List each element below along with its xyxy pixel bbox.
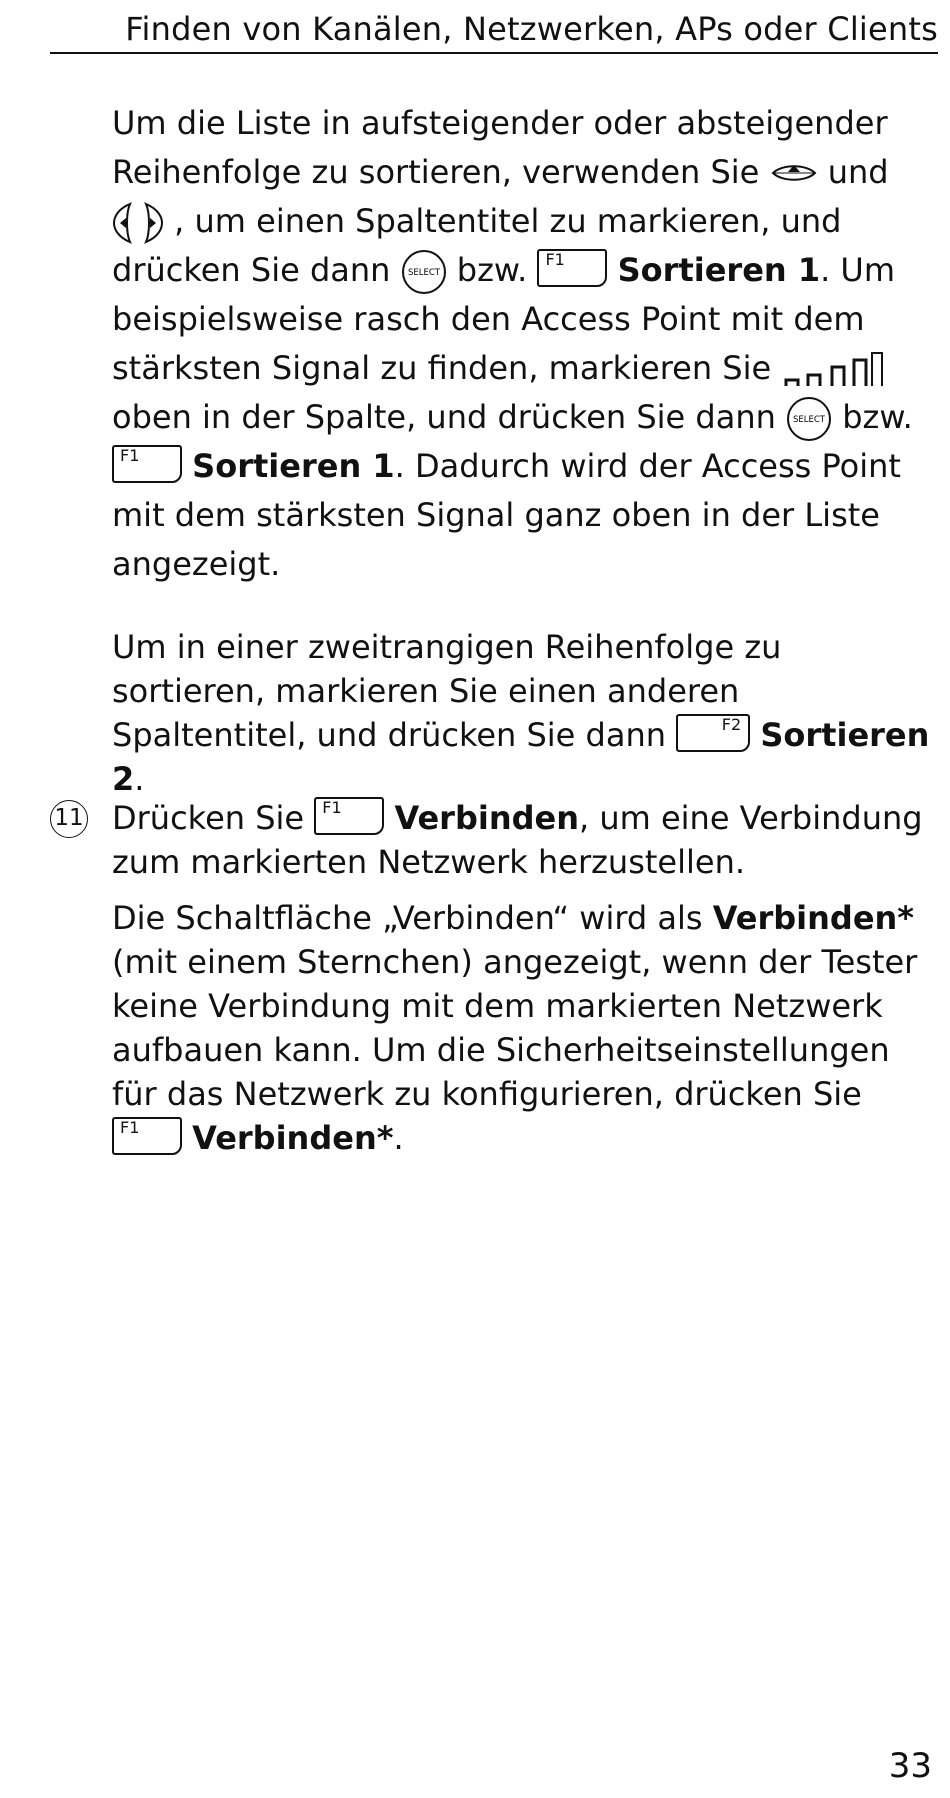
- bold-term: Verbinden: [394, 799, 579, 837]
- select-button-icon: [401, 249, 447, 295]
- f1-key-label: F1: [120, 1118, 140, 1137]
- up-down-arrow-icon: [770, 161, 818, 187]
- paragraph-connect-note: [112, 896, 932, 1160]
- header-title: Finden von Kanälen, Netzwerken, APs oder Clients: [125, 10, 938, 48]
- text: bzw.: [842, 398, 913, 436]
- bold-term: Verbinden*: [712, 899, 915, 937]
- bold-term: Sortieren 1: [192, 447, 395, 485]
- bold-term: Sortieren 2: [112, 716, 930, 798]
- bold-term: Sortieren 1: [617, 251, 821, 289]
- text: .: [393, 1119, 404, 1157]
- signal-strength-icon: [781, 350, 885, 390]
- text: und: [827, 153, 889, 191]
- select-button-icon: [786, 396, 832, 442]
- text: Um die Liste in aufsteigender oder absteigender Reihenfolge zu sortieren, verwenden Sie: [112, 104, 888, 191]
- text: Um in einer zweitrangigen Reihenfolge zu sortieren, markieren Sie einen anderen Spaltentitel, und drücken Sie dann: [112, 628, 782, 754]
- f2-key-label: F2: [721, 715, 742, 734]
- f1-key-label: F1: [322, 798, 342, 817]
- f1-key-label: F1: [545, 250, 565, 269]
- bold-term: Verbinden*: [192, 1119, 394, 1157]
- text: (mit einem Sternchen) angezeigt, wenn der Tester keine Verbindung mit dem markierten Netzwerk aufbauen kann. Um die Sicherheitseinstellungen für das Netzwerk zu konfigurieren, drücken Sie: [112, 943, 918, 1113]
- paragraph-secondary-sort: [112, 625, 932, 801]
- f1-softkey-icon: [314, 797, 384, 835]
- paragraph-sorting: [112, 99, 932, 589]
- text: Die Schaltfläche „Verbinden“ wird als: [112, 899, 713, 937]
- select-key-label: SELECT: [793, 415, 826, 425]
- text: bzw.: [456, 251, 538, 289]
- f1-key-label: F1: [120, 446, 140, 465]
- text: , um eine Verbindung zum markierten Netzwerk herzustellen.: [112, 799, 923, 881]
- f1-softkey-icon: [112, 1117, 182, 1155]
- left-right-arrow-icon: [112, 201, 164, 245]
- step-number-badge: 11: [50, 800, 88, 838]
- f1-softkey-icon: [112, 445, 182, 483]
- f2-softkey-icon: [676, 714, 750, 752]
- page-number: 33: [888, 1746, 932, 1786]
- step-11-text: [112, 796, 932, 884]
- text: . Dadurch wird der Access Point mit dem stärksten Signal ganz oben in der Liste angezeigt.: [112, 447, 901, 583]
- text: .: [134, 760, 145, 798]
- running-header: [50, 4, 938, 54]
- select-key-label: SELECT: [407, 268, 440, 278]
- text: oben in der Spalte, und drücken Sie dann: [112, 398, 787, 436]
- f1-softkey-icon: [537, 249, 607, 287]
- text: , um einen Spaltentitel zu markieren, und drücken Sie dann: [112, 202, 842, 289]
- text: . Um beispielsweise rasch den Access Point mit dem stärksten Signal zu finden, markieren Sie: [112, 251, 896, 387]
- text: Drücken Sie: [112, 799, 315, 837]
